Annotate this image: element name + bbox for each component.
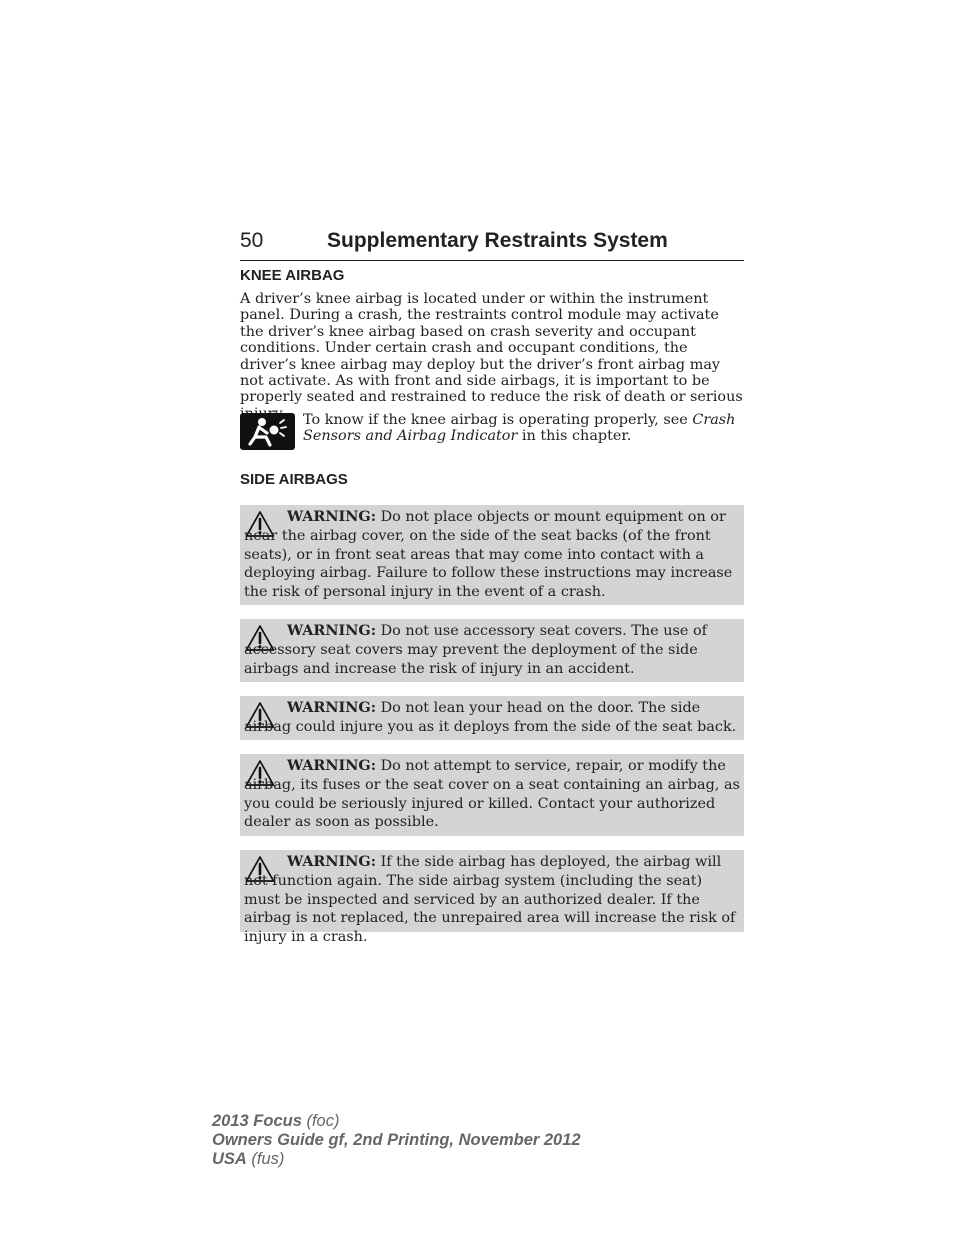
footer-model-line: 2013 Focus (foc) xyxy=(212,1112,340,1130)
warning-box xyxy=(240,505,744,605)
footer-region-line: USA (fus) xyxy=(212,1150,285,1168)
page-footer xyxy=(212,1112,581,1169)
side-airbags-heading: SIDE AIRBAGS xyxy=(240,471,348,488)
knee-airbag-note-text: To know if the knee airbag is operating properly, see Crash Sensors and Airbag Indicator in this chapter. xyxy=(303,412,736,445)
warning-box xyxy=(240,619,744,682)
knee-airbag-heading: KNEE AIRBAG xyxy=(240,267,345,284)
crash-sensors-reference: Crash Sensors and Airbag Indicator xyxy=(303,412,736,445)
footer-printing-line: Owners Guide gf, 2nd Printing, November 2012 xyxy=(212,1131,581,1149)
chapter-title: Supplementary Restraints System xyxy=(327,229,668,252)
warning-box xyxy=(240,696,744,740)
page-number: 50 xyxy=(240,229,264,252)
page-header xyxy=(240,228,744,261)
warning-box xyxy=(240,754,744,836)
warning-text: WARNING: Do not place objects or mount equipment on or near the airbag cover, on the side of the seat backs (of the front seats), or in front seat areas that may come into contact with a deploying airbag. Failure to follow these instructions may increase the risk of personal injury in the event of a crash. xyxy=(244,508,733,601)
warning-text: WARNING: Do not lean your head on the door. The side airbag could injure you as it deploys from the side of the seat back. xyxy=(244,699,737,735)
warning-text: WARNING: If the side airbag has deployed, the airbag will not function again. The side airbag system (including the seat) must be inspected and serviced by an authorized dealer. If the airbag is not replaced, the unrepaired area will increase the risk of injury in a crash. xyxy=(244,853,736,946)
airbag-indicator-icon xyxy=(240,413,295,450)
warning-text: WARNING: Do not use accessory seat covers. The use of accessory seat covers may prevent the deployment of the side airbags and increase the risk of injury in an accident. xyxy=(244,622,707,677)
warning-text: WARNING: Do not attempt to service, repair, or modify the airbag, its fuses or the seat cover on a seat containing an airbag, as you could be seriously injured or killed. Contact your authorized dealer as soon as possible. xyxy=(244,757,740,831)
warning-box xyxy=(240,850,744,946)
knee-airbag-paragraph: A driver’s knee airbag is located under or within the instrument panel. During a crash, the restraints control module may activate the driver’s knee airbag based on crash severity and occupant conditions. Under certain crash and occupant conditions, the driver’s knee airbag may deploy but the driver’s front airbag may not activate. As with front and side airbags, it is important to be properly seated and restrained to reduce the risk of death or serious xyxy=(240,291,743,406)
